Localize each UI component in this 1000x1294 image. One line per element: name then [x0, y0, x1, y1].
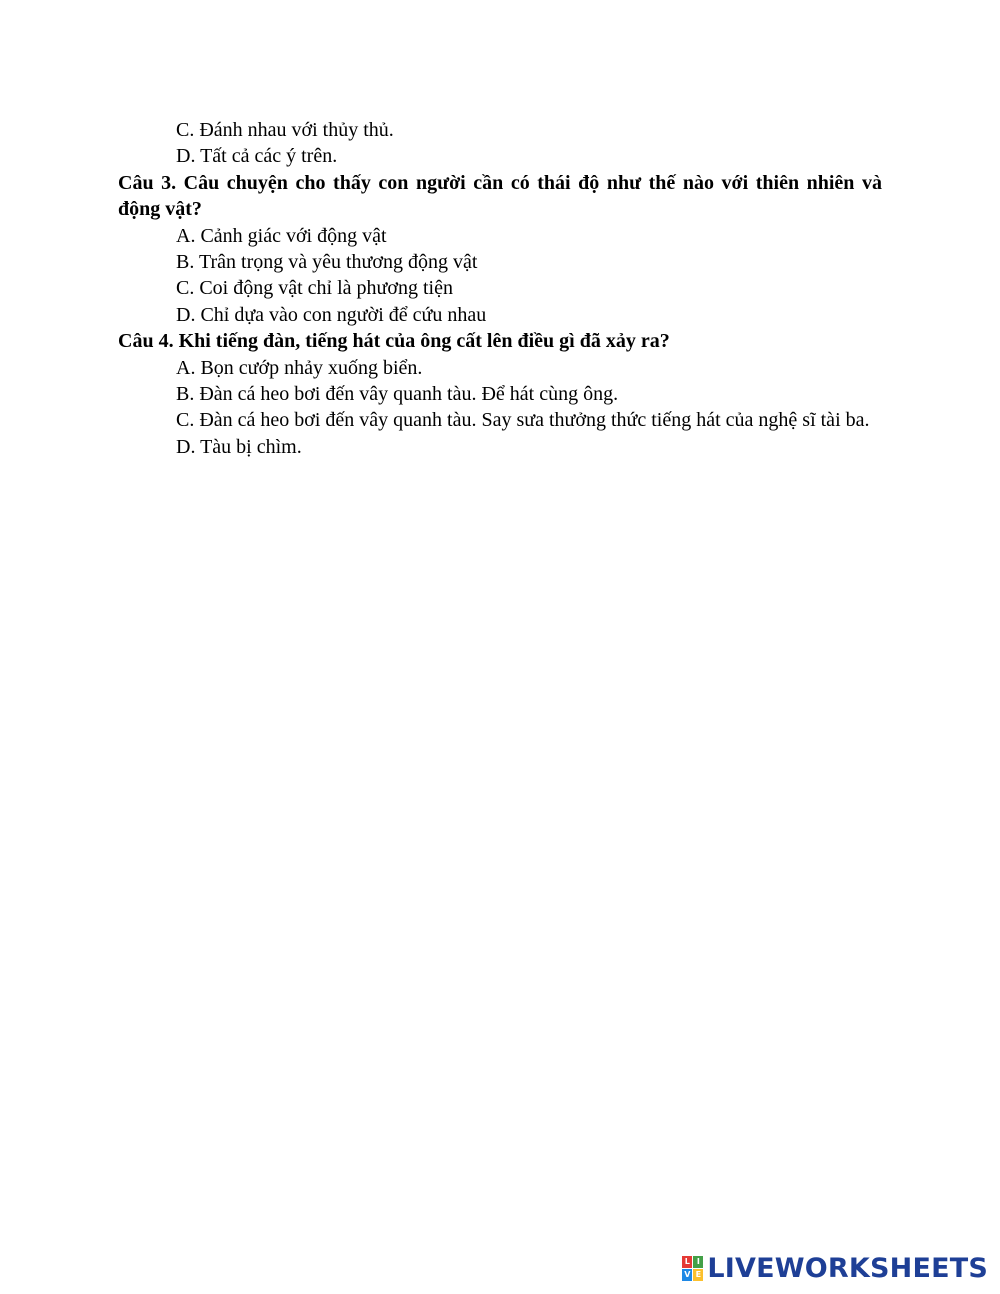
q4-option-a[interactable]: A. Bọn cướp nhảy xuống biển. — [176, 356, 423, 379]
q2-option-c[interactable]: C. Đánh nhau với thủy thủ. — [176, 119, 394, 141]
q3-option-a[interactable]: A. Cảnh giác với động vật — [176, 224, 387, 247]
q4-option-b[interactable]: B. Đàn cá heo bơi đến vây quanh tàu. Để hát cùng ông. — [176, 383, 619, 406]
logo-mark-icon — [682, 1256, 703, 1281]
worksheet-content — [118, 117, 882, 460]
question-4: Câu 4. Khi tiếng đàn, tiếng hát của ông cất lên điều gì đã xảy ra? — [118, 330, 670, 353]
logo-letter-v: V — [684, 1269, 691, 1279]
logo-letter-l: L — [682, 1256, 692, 1268]
logo-letter-e: E — [693, 1269, 703, 1281]
q2-option-d[interactable]: D. Tất cả các ý trên. — [176, 145, 338, 168]
q3-option-b[interactable]: B. Trân trọng và yêu thương động vật — [176, 251, 478, 274]
q4-option-c[interactable]: C. Đàn cá heo bơi đến vây quanh tàu. Say sưa thưởng thức tiếng hát của nghệ sĩ tài ba. — [176, 409, 870, 432]
logo-text: LIVEWORKSHEETS — [707, 1252, 988, 1284]
logo-letter-i: I — [693, 1256, 703, 1268]
q3-option-c[interactable]: C. Coi động vật chỉ là phương tiện — [176, 277, 453, 300]
liveworksheets-logo — [682, 1254, 988, 1282]
q3-option-d[interactable]: D. Chỉ dựa vào con người để cứu nhau — [176, 303, 487, 326]
q4-option-d[interactable]: D. Tàu bị chìm. — [176, 435, 302, 458]
question-3: Câu 3. Câu chuyện cho thấy con người cần có thái độ như thế nào với thiên nhiên và động vật? — [118, 171, 882, 221]
